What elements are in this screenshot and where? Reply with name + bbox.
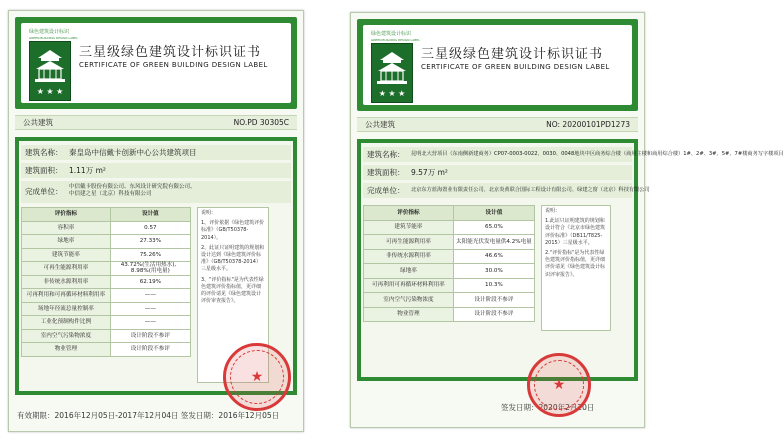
table-row: [22, 235, 191, 249]
indicator-name: 绿地率: [364, 264, 454, 279]
project-name-row: [21, 145, 291, 160]
note-2: 2、此证只证明建筑的规划和设计达到《绿色建筑评价标准》（GB/T50378-2014）三星级水平。: [201, 244, 265, 273]
table-row: [364, 307, 535, 322]
indicator-value: 设计阶段不参评: [110, 329, 190, 343]
indicator-value: 75.26%: [110, 248, 190, 262]
org-row: [21, 181, 291, 203]
svg-text:★ ★ ★: ★ ★ ★: [36, 87, 64, 96]
certificate-left: [8, 10, 304, 432]
table-row: [22, 302, 191, 316]
indicator-value: 46.6%: [453, 249, 534, 264]
certificate-header: [15, 17, 297, 109]
logo-label-en: GREEN BUILDING DESIGN LABEL: [29, 36, 78, 40]
indicator-value: 62.19%: [110, 275, 190, 289]
indicator-name: 室内空气污染物浓度: [364, 293, 454, 308]
project-name: 昆明北大营项目（东南侧新建商务）CP07-0003-0022、0030、0048地块中区商务综合楼（商用主楼和商用综合楼）1#、2#、3#、5#、7#楼商务写字楼项目: [411, 151, 784, 157]
validity-footer: 有效期限：2016年12月05日-2017年12月04日 签发日期：2016年12月05日: [17, 411, 280, 420]
building-type: 公共建筑: [365, 120, 395, 129]
table-row: [22, 289, 191, 303]
table-row: [364, 220, 535, 235]
indicator-value: 设计阶段不参评: [110, 343, 190, 357]
table-row: [364, 278, 535, 293]
table-header-cell: 评价指标: [364, 206, 454, 221]
area-row: [21, 163, 291, 178]
indicator-value: ——: [110, 316, 190, 330]
indicator-name: 物业管理: [22, 343, 111, 357]
official-seal-icon: ★: [223, 343, 291, 411]
indicator-name: 建筑节能率: [364, 220, 454, 235]
indicator-value: 30.0%: [453, 264, 534, 279]
temple-emblem-icon: [371, 43, 413, 103]
certificate-title: 三星级绿色建筑设计标识证书: [421, 47, 604, 62]
indicator-name: 容积率: [22, 221, 111, 235]
indicator-value: 27.33%: [110, 235, 190, 249]
table-row: [364, 293, 535, 308]
indicator-value: 设计阶段不参评: [453, 293, 534, 308]
indicator-name: 场地年径流总量控制率: [22, 302, 111, 316]
indicator-table: [363, 205, 535, 322]
indicator-value: ——: [110, 302, 190, 316]
indicator-table: [21, 207, 191, 357]
org-label: 完成单位：: [25, 187, 63, 196]
area-label: 建筑面积：: [25, 166, 63, 175]
building-type-bar: [357, 117, 638, 132]
certificate-body: [357, 139, 784, 381]
indicator-value: 设计阶段不参评: [453, 307, 534, 322]
table-row: [22, 329, 191, 343]
area-value: 1.11万 m²: [69, 166, 106, 175]
indicator-name: 建筑节能率: [22, 248, 111, 262]
table-row: [364, 249, 535, 264]
certificate-title: 三星级绿色建筑设计标识证书: [79, 45, 262, 60]
indicator-value: 43.72%(生活用热水)、8.98%(用电量): [110, 262, 190, 276]
indicator-name: 工业化预制构件比例: [22, 316, 111, 330]
table-row: [22, 343, 191, 357]
indicator-name: 可再生能源利用率: [364, 235, 454, 250]
table-row: [22, 262, 191, 276]
org-value: 北京东方蓝海置业有限责任公司、北京炎黄联合国际工程设计有限公司、绿建之窗（北京）科技有限公司: [411, 187, 650, 193]
notes-box: [541, 205, 611, 331]
building-type-bar: [15, 115, 297, 130]
temple-emblem-icon: [29, 41, 71, 101]
table-header-cell: 设计值: [453, 206, 534, 221]
indicator-name: 物业管理: [364, 307, 454, 322]
green-building-logo: [29, 29, 78, 101]
table-row: [364, 264, 535, 279]
indicator-name: 可再利用可再循环材料利用率: [364, 278, 454, 293]
org-value: 中信戴卡股份有限公司、东风设计研究院有限公司、 中信建之星（北京）科技有限公司: [69, 184, 196, 197]
certificate-title-en: CERTIFICATE OF GREEN BUILDING DESIGN LABEL: [421, 63, 610, 71]
certificate-right: [350, 12, 784, 428]
logo-label: 绿色建筑设计标识: [29, 29, 70, 35]
table-header-cell: 评价指标: [22, 208, 111, 222]
area-row: [363, 165, 632, 180]
official-seal-icon: ★: [527, 353, 591, 417]
logo-label: 绿色建筑设计标识: [371, 31, 412, 37]
logo-label-en: GREEN BUILDING DESIGN LABEL: [371, 38, 420, 42]
table-row: [22, 221, 191, 235]
project-label: 建筑名称：: [367, 150, 405, 159]
project-label: 建筑名称：: [25, 148, 63, 157]
note-1: 1、评价依据《绿色建筑评价标准》（GB/T50378-2014）。: [201, 220, 265, 241]
table-header-row: [364, 206, 535, 221]
svg-text:★ ★ ★: ★ ★ ★: [378, 89, 406, 98]
indicator-name: 可再生能源利用率: [22, 262, 111, 276]
green-building-logo: [371, 31, 420, 103]
indicator-name: 绿地率: [22, 235, 111, 249]
indicator-value: ——: [110, 289, 190, 303]
note-title: 说明：: [201, 210, 217, 216]
indicator-value: 65.0%: [453, 220, 534, 235]
note-title: 说明：: [545, 208, 561, 214]
certificate-header: [357, 19, 638, 111]
table-row: [364, 235, 535, 250]
indicator-value: 10.3%: [453, 278, 534, 293]
certificate-number: NO: 20200101PD1273: [546, 120, 630, 129]
table-header-row: [22, 208, 191, 222]
indicator-name: 室内空气污染物浓度: [22, 329, 111, 343]
project-name: 秦皇岛中信戴卡创新中心公共建筑项目: [69, 148, 197, 157]
note-1: 1.此证只证明建筑的规划和设计符合《北京市绿色建筑评价标准》（DB11/T825-2015）三星级水平。: [545, 218, 606, 246]
table-row: [22, 316, 191, 330]
building-type: 公共建筑: [23, 118, 53, 127]
note-2: 2."评价指标"是为代表性绿色建筑评价指标值，更详细评价请见《绿色建筑设计标识评审报告》。: [545, 250, 606, 278]
indicator-value: 0.57: [110, 221, 190, 235]
org-row: [363, 183, 650, 198]
certificate-number: NO.PD 30305C: [233, 118, 289, 127]
issue-date-footer: 签发日期：2020年2月20日: [501, 403, 595, 412]
project-name-row: [363, 147, 784, 162]
certificate-title-en: CERTIFICATE OF GREEN BUILDING DESIGN LABEL: [79, 61, 268, 69]
indicator-name: 非传统水源利用率: [22, 275, 111, 289]
area-value: 9.57万 m²: [411, 168, 448, 177]
note-3: 3、"评价指标"是为代表性绿色建筑评价指标值，更详细的评价请见《绿色建筑设计评价审查报告》。: [201, 276, 264, 305]
table-row: [22, 275, 191, 289]
org-label: 完成单位：: [367, 186, 405, 195]
indicator-value: 太阳能光伏发电量供4.2%电量: [453, 235, 534, 250]
indicator-name: 非传统水源利用率: [364, 249, 454, 264]
table-row: [22, 248, 191, 262]
indicator-name: 可再利用和可再循环材料利用率: [22, 289, 111, 303]
table-header-cell: 设计值: [110, 208, 190, 222]
area-label: 建筑面积：: [367, 168, 405, 177]
